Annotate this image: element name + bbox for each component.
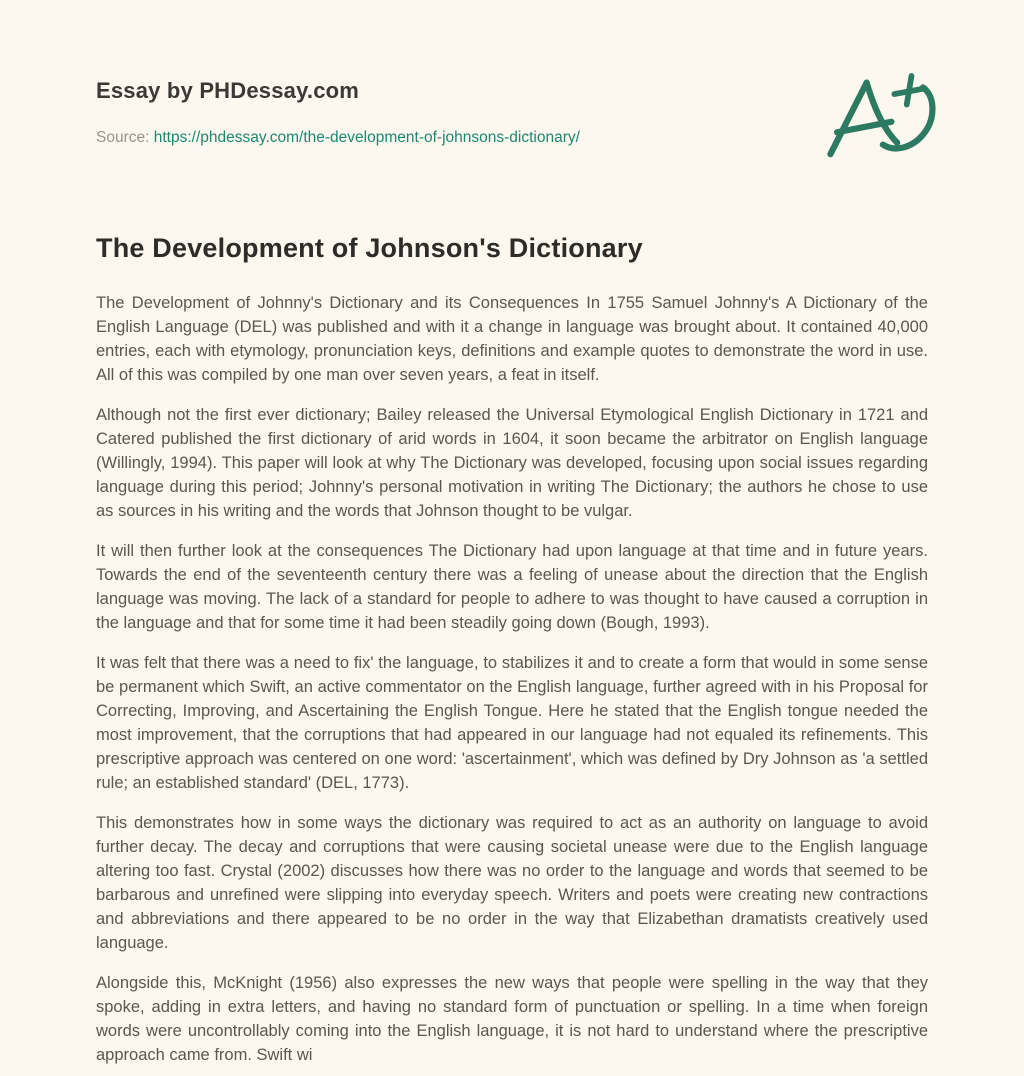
essay-paragraph-1: The Development of Johnny's Dictionary and its Consequences In 1755 Samuel Johnny's A Dictionary of the English Language (DEL) was published and with it a change in language was brought about. It contained 40,000 entries, each with etymology, pronunciation keys, definitions and example quotes to demonstrate the word in use. All of this was compiled by one man over seven years, a feat in itself.: [96, 294, 928, 384]
page-header: [96, 78, 928, 147]
essay-paragraph-2: Although not the first ever dictionary; Bailey released the Universal Etymological English Dictionary in 1721 and Catered published the first dictionary of arid words in 1604, it soon became the arbitrator on English language (Willingly, 1994). This paper will look at why The Dictionary was developed, focusing upon social issues regarding language during this period; Johnny's personal motivation in writing The Dictionary; the authors he chose to use as sources in his writing and the words that Johnson thought to be vulgar.: [96, 406, 928, 520]
source-url-link[interactable]: https://phdessay.com/the-development-of-johnsons-dictionary/: [153, 129, 580, 146]
essay-paragraph-5: This demonstrates how in some ways the dictionary was required to act as an authority on language to avoid further decay. The decay and corruptions that were causing societal unease were due to the English language altering too fast. Crystal (2002) discusses how there was no order to the language and words that seemed to be barbarous and unrefined were slipping into everyday speech. Writers and poets were creating new contractions and abbreviations and there appeared to be no order in the way that Elizabethan dramatists creatively used language.: [96, 814, 928, 952]
source-line: [96, 129, 928, 147]
essay-paragraph-3: It will then further look at the consequences The Dictionary had upon language at that time and in future years. Towards the end of the seventeenth century there was a feeling of unease about the direction that the English language was moving. The lack of a standard for people to adhere to was thought to have caused a corruption in the language and that for some time it had been steadily going down (Bough, 1993).: [96, 542, 928, 632]
essay-paragraph-6: Alongside this, McKnight (1956) also expresses the new ways that people were spelling in the way that they spoke, adding in extra letters, and having no standard form of punctuation or spelling. In a time when foreign words were uncontrollably coming into the English language, it is not hard to understand where the prescriptive approach came from. Swift wi: [96, 974, 928, 1064]
article-title: The Development of Johnson's Dictionary: [96, 233, 643, 263]
source-label: Source:: [96, 129, 150, 146]
a-plus-logo-icon: [818, 68, 942, 166]
essay-byline: Essay by PHDessay.com: [96, 78, 360, 103]
essay-body: [96, 291, 928, 1067]
essay-paragraph-4: It was felt that there was a need to fix' the language, to stabilizes it and to create a form that would in some sense be permanent which Swift, an active commentator on the English language, further agreed with in his Proposal for Correcting, Improving, and Ascertaining the English Tongue. Here he stated that the English tongue needed the most improvement, that the corruptions that had appeared in our language had not equaled its refinements. This prescriptive approach was centered on one word: 'ascertainment', which was defined by Dry Johnson as 'a settled rule; an established standard' (DEL, 1773).: [96, 654, 928, 792]
